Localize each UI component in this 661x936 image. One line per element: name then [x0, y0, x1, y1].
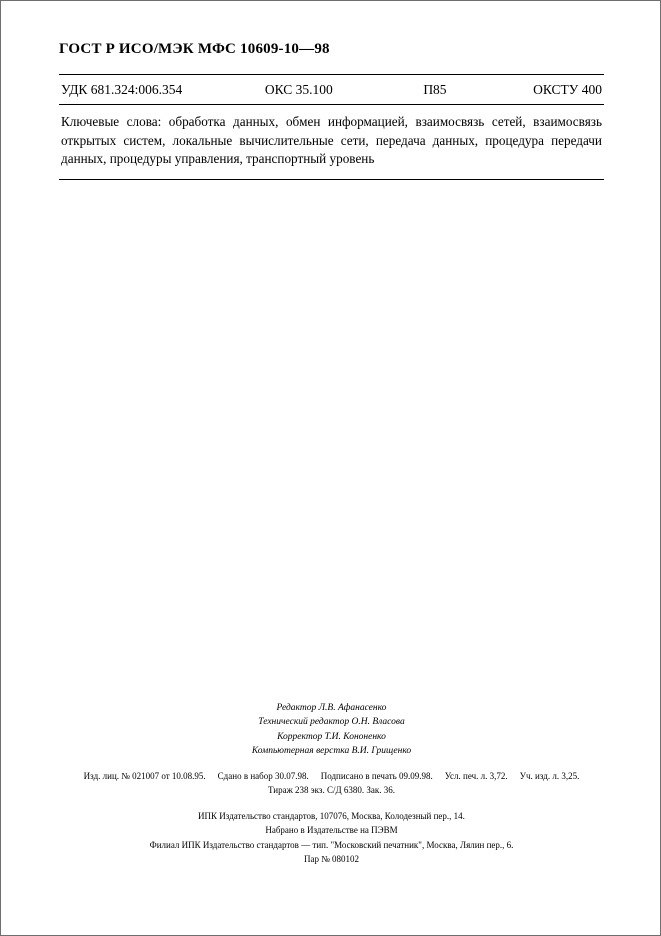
credit-technical-editor: Технический редактор О.Н. Власова	[258, 717, 405, 728]
publisher-order-number: Пар № 080102	[303, 854, 360, 865]
classification-codes-row	[59, 75, 604, 104]
print-date: Подписано в печать 09.09.98.	[320, 771, 433, 781]
accounting-sheets: Уч. изд. л. 3,25.	[519, 771, 580, 781]
publisher-branch: Филиал ИПК Издательство стандартов — тип. "Московский печатник", Москва, Лялин пер., 6.	[149, 839, 514, 850]
publisher-address: ИПК Издательство стандартов, 107076, Москва, Колодезный пер., 14.	[198, 810, 465, 821]
license-info: Изд. лиц. № 021007 от 10.08.95.	[83, 771, 206, 781]
page-content	[59, 41, 604, 180]
publisher-typeset-note: Набрано в Издательстве на ПЭВМ	[265, 825, 398, 836]
conditional-sheets: Усл. печ. л. 3,72.	[444, 771, 508, 781]
typeset-date: Сдано в набор 30.07.98.	[217, 771, 309, 781]
editorial-credits	[59, 701, 604, 758]
document-standard-number: ГОСТ Р ИСО/МЭК МФС 10609-10—98	[59, 41, 330, 57]
credit-editor: Редактор Л.В. Афанасенко	[276, 703, 387, 713]
okstu-code: ОКСТУ 400	[533, 82, 602, 97]
oks-code: ОКС 35.100	[264, 82, 333, 97]
udk-code: УДК 681.324:006.354	[61, 82, 183, 97]
imprint-block	[59, 701, 604, 866]
group-code: П85	[423, 82, 447, 97]
print-info	[59, 770, 604, 798]
publisher-info	[59, 809, 604, 867]
divider-bottom	[59, 179, 604, 180]
keywords-paragraph: Ключевые слова: обработка данных, обмен информацией, взаимосвязь сетей, взаимосвязь открытых систем, локальные вычислительные сети, передача данных, процедура передачи данных, процедуры управления, транспортный уровень	[61, 114, 602, 167]
print-run-info: Тираж 238 экз. С/Д 6380. Зак. 36.	[268, 784, 395, 795]
print-info-line-1	[59, 770, 604, 784]
credit-corrector: Корректор Т.И. Кононенко	[277, 731, 386, 742]
credit-layout: Компьютерная верстка В.И. Грищенко	[251, 745, 412, 756]
